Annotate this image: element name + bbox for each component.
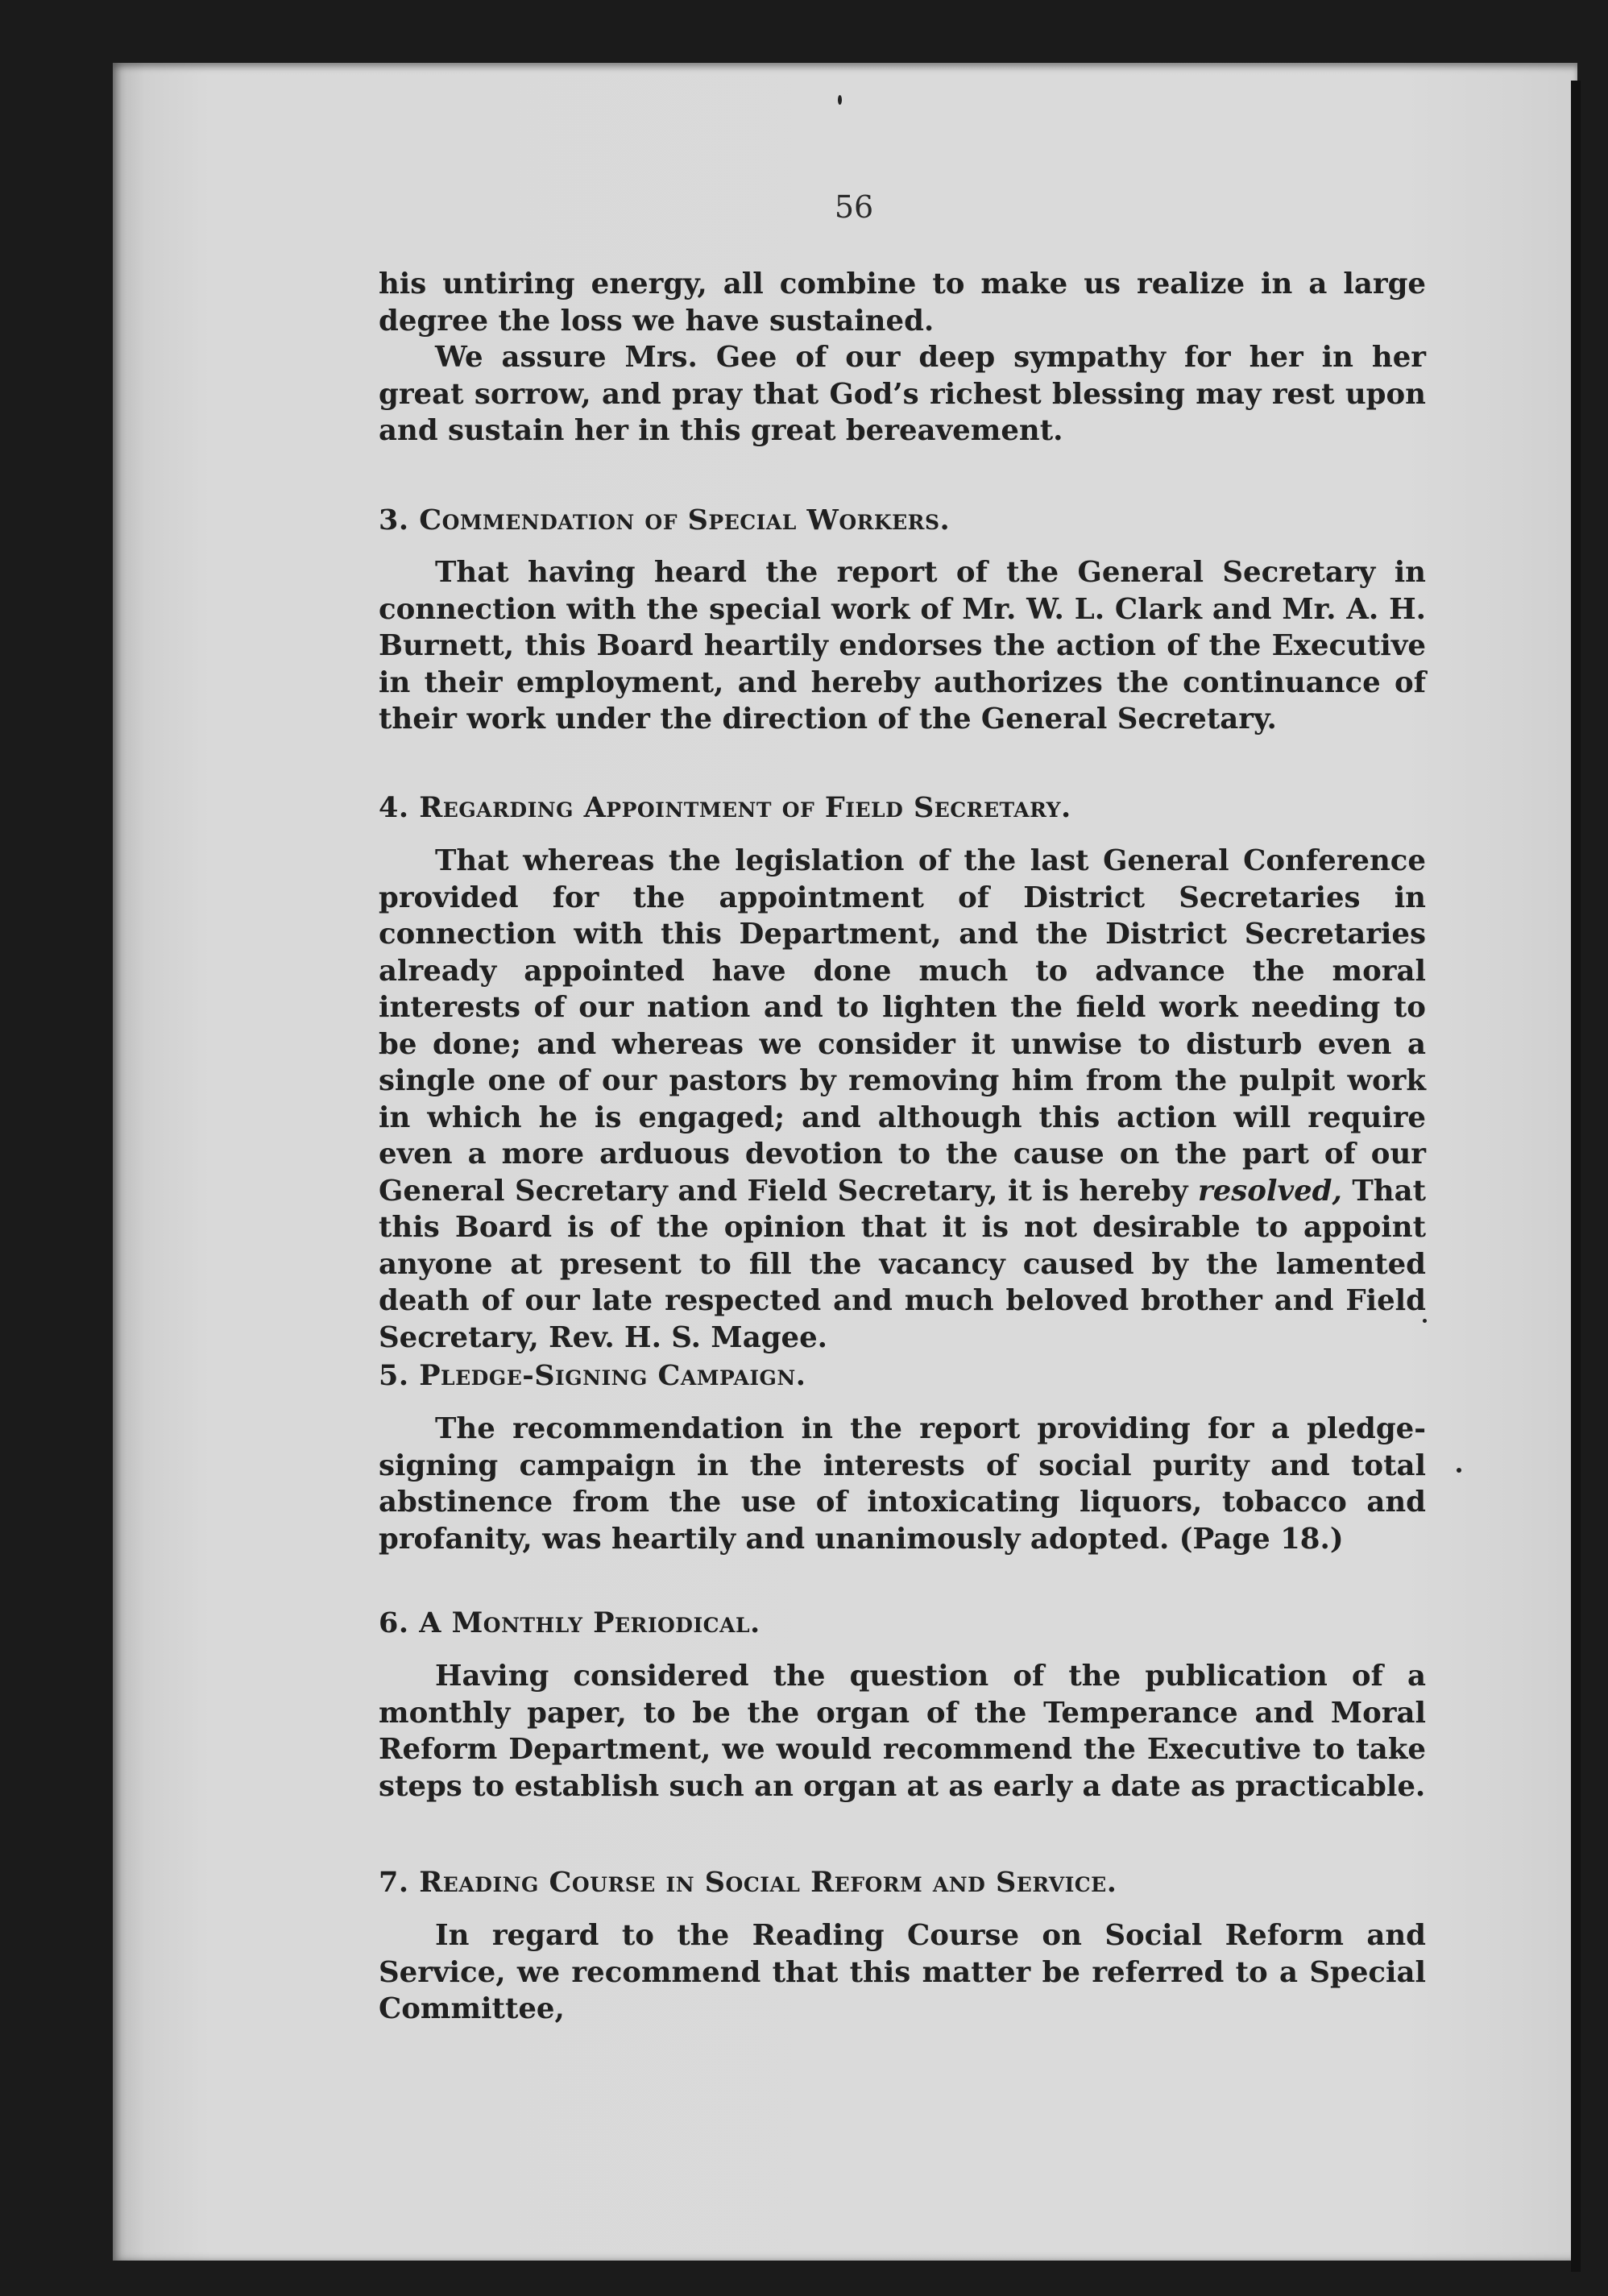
section-4-body-part1: That whereas the legislation of the last General Conference provided for the appointment of District Secretaries in connection with this Department, and the District Secretaries already appointed have done much to advance the moral interests of our nation and to lighten the field work needing to be done; and whereas we consider it unwise to disturb even a single one of our pastors by removing him from the pulpit work in which he is engaged; and although this action will require even a more arduous devotion to the cause on the part of our General Secretary and Field Secretary, it is hereby bbox=[379, 844, 1426, 1208]
section-3-heading: 3. Commendation of Special Workers. bbox=[379, 504, 951, 537]
section-4-body bbox=[379, 843, 1426, 1356]
section-5-body: The recommendation in the report providing for a pledge-signing campaign in the interests of social purity and total abstinence from the use of intoxicating liquors, tobacco and profanity, was heartily and unanimously adopted. (Page 18.) bbox=[379, 1412, 1426, 1556]
scan-speck bbox=[838, 95, 842, 105]
section-3-body: That having heard the report of the General Secretary in connection with the special work of Mr. W. L. Clark and Mr. A. H. Burnett, this Board heartily endorses the action of the Executive in their employment, and hereby authorizes the continuance of their work under the direction of the General Secretary. bbox=[379, 556, 1426, 736]
section-4-body-part2: That this Board is of the opinion that it is not desirable to appoint anyone at present to fill the vacancy caused by the lamented death of our late respected and much beloved brother and Field Secretary, Rev. H. S. Magee. bbox=[379, 1174, 1426, 1354]
section-4-heading: 4. Regarding Appointment of Field Secretary. bbox=[379, 791, 1071, 824]
intro-paragraph-2: We assure Mrs. Gee of our deep sympathy for her in her great sorrow, and pray that God’s richest blessing may rest upon and sustain her in this great bereavement. bbox=[379, 341, 1426, 447]
section-7-body: In regard to the Reading Course on Social Reform and Service, we recommend that this matter be referred to a Special Committee, bbox=[379, 1919, 1426, 2025]
scan-speck bbox=[1457, 1468, 1461, 1473]
section-6-heading: 6. A Monthly Periodical. bbox=[379, 1606, 760, 1639]
intro-paragraph-1: his untiring energy, all combine to make us realize in a large degree the loss we have sustained. bbox=[379, 267, 1426, 338]
intro-block bbox=[379, 266, 1426, 450]
scan-speck bbox=[1423, 1319, 1427, 1323]
section-7-heading: 7. Reading Course in Social Reform and Service. bbox=[379, 1866, 1117, 1899]
section-4-body-block bbox=[379, 843, 1426, 1356]
section-6-body: Having considered the question of the publication of a monthly paper, to be the organ of the Temperance and Moral Reform Department, we would recommend the Executive to take steps to establish such an organ at as early a date as practicable. bbox=[379, 1660, 1426, 1803]
section-4-resolved: resolved, bbox=[1198, 1174, 1342, 1208]
section-5-body-block bbox=[379, 1411, 1426, 1557]
page-fold-shadow bbox=[1571, 81, 1581, 2272]
section-7-body-block bbox=[379, 1917, 1426, 2028]
page-number: 56 bbox=[834, 189, 874, 225]
section-6-body-block bbox=[379, 1658, 1426, 1805]
section-5-heading: 5. Pledge-Signing Campaign. bbox=[379, 1359, 806, 1392]
section-3-body-block bbox=[379, 554, 1426, 738]
